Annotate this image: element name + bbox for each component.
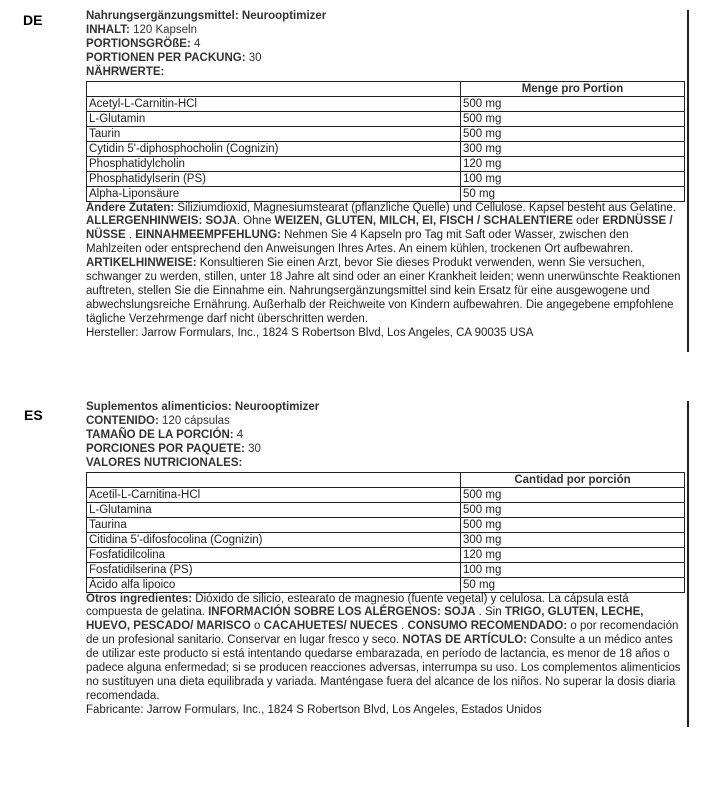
bold-segment: WEIZEN, GLUTEN, MILCH, EI, FISCH / SCHALENTIERE [274, 215, 573, 228]
header-value: Neurooptimizer [231, 401, 320, 413]
text-segment: o por recomendación de un profesional sanitario. Conservar en lugar fresco y seco. [86, 620, 679, 647]
product-label-es [86, 401, 689, 727]
ingredient-amount: 500 mg [461, 126, 685, 141]
text-segment: Konsultieren Sie einen Arzt, bevor Sie dieses Produkt verwenden, wenn Sie versuchen, schwanger zu werden, stillen, unter 18 Jahre alt sind oder an einer Krankheit leiden; wenn unerwünschte Reaktionen auftreten, stellen Sie die Einnahme ein. Nahrungsergänzungsmittel sind kein Ersatz für eine ausgewogene und abwechslungsreiche Ernährung. Außerhalb der Reichweite von Kindern aufbewahren. Die angegebene empfohlene tägliche Verzehrmenge darf nicht überschritten werden. [86, 257, 681, 325]
text-segment: o [250, 620, 264, 633]
bold-segment: Otros ingredientes: [86, 592, 193, 605]
ingredient-name: Phosphatidylserin (PS) [87, 171, 461, 186]
ingredient-amount: 120 mg [461, 156, 685, 171]
ingredient-amount: 500 mg [461, 487, 685, 502]
header-line [86, 10, 687, 24]
product-label-de [86, 10, 689, 352]
header-line [86, 66, 687, 80]
header-line [86, 38, 687, 52]
ingredient-amount: 50 mg [461, 577, 685, 592]
text-segment: Dióxido de silicio, estearato de magnesio (fuente vegetal) y celulosa. La cápsula está compuesta de gelatina. [86, 592, 629, 619]
text-segment: . [125, 229, 136, 242]
header-line [86, 443, 687, 457]
table-header-empty [87, 472, 461, 487]
ingredient-name: Alpha-Liponsäure [87, 186, 461, 201]
text-segment: Nehmen Sie 4 Kapseln pro Tag mit Saft oder Wasser, zwischen den Mahlzeiten oder entsprechend den Anweisungen Ihres Artes. An einem kühlen, trockenen Ort aufbewahren. [86, 229, 634, 256]
ingredient-amount: 120 mg [461, 547, 685, 562]
bold-segment: Andere Zutaten: [86, 201, 175, 214]
header-line [86, 24, 687, 38]
table-row [87, 532, 685, 547]
header-line [86, 401, 687, 415]
table-header-amount: Menge pro Portion [461, 81, 685, 96]
ingredient-name: Acetil-L-Carnitina-HCl [87, 487, 461, 502]
table-row [87, 562, 685, 577]
text-segment: . Ohne [236, 215, 275, 228]
bold-segment: EINNAHMEEMPFEHLUNG: [135, 229, 281, 242]
ingredient-amount: 500 mg [461, 96, 685, 111]
text-segment: oder [572, 215, 603, 228]
header-value: 30 [244, 442, 261, 455]
table-row [87, 156, 685, 171]
ingredient-name: L-Glutamin [87, 111, 461, 126]
table-row [87, 171, 685, 186]
text-segment: Consulte a un médico antes de utilizar este producto si está intentando quedarse embarazada, en período de lactancia, es menor de 18 años o padece alguna enfermedad; si se producen reacciones adversas, interrumpa su uso. Los complementos alimenticios no sustituyen una dieta equilibrada y variada. Manténgase fuera del alcance de los niños. No superar la dosis diaria recomendada. [86, 634, 681, 702]
table-row [87, 186, 685, 201]
bold-segment: NOTAS DE ARTÍCULO: [402, 634, 527, 647]
ingredient-amount: 500 mg [461, 111, 685, 126]
manufacturer-line: Hersteller: Jarrow Formulars, Inc., 1824 S Robertson Blvd, Los Angeles, CA 90035 USA [86, 326, 534, 339]
header-line [86, 415, 687, 429]
ingredient-name: Cytidin 5'-diphosphocholin (Cognizin) [87, 141, 461, 156]
header-label: PORTIONSGRÖßE: [86, 37, 191, 50]
header-label: NÄHRWERTE: [86, 65, 165, 78]
header-label: VALORES NUTRICIONALES: [86, 456, 243, 469]
table-row [87, 517, 685, 532]
ingredient-name: Fosfatidilserina (PS) [87, 562, 461, 577]
ingredient-name: Ácido alfa lipoico [87, 577, 461, 592]
ingredient-amount: 100 mg [461, 171, 685, 186]
header-value: 4 [190, 37, 201, 50]
table-header-row [87, 81, 685, 96]
bold-segment: ARTIKELHINWEISE: [86, 257, 197, 270]
table-row [87, 111, 685, 126]
header-label: Suplementos alimenticios: [86, 401, 232, 413]
header-label: Nahrungsergänzungsmittel: [86, 10, 239, 22]
header-label: CONTENIDO: [86, 414, 159, 427]
ingredient-amount: 50 mg [461, 186, 685, 201]
header-value: 120 Kapseln [129, 23, 198, 36]
description-text [86, 593, 687, 704]
header-line [86, 52, 687, 66]
language-label-es: ES [24, 407, 43, 423]
header-label: PORTIONEN PER PACKUNG: [86, 51, 246, 64]
ingredient-name: Taurin [87, 126, 461, 141]
header-value: Neurooptimizer [238, 10, 327, 22]
nutrition-table [86, 81, 685, 202]
ingredient-name: Taurina [87, 517, 461, 532]
table-row [87, 126, 685, 141]
description-text [86, 202, 687, 327]
text-segment: . Sin [475, 606, 505, 619]
table-header-amount: Cantidad por porción [461, 472, 685, 487]
bold-segment: CACAHUETES/ NUECES [263, 620, 398, 633]
ingredient-name: Acetyl-L-Carnitin-HCl [87, 96, 461, 111]
ingredient-amount: 300 mg [461, 141, 685, 156]
table-row [87, 547, 685, 562]
header-label: PORCIONES POR PAQUETE: [86, 442, 245, 455]
table-row [87, 96, 685, 111]
bold-segment: ALLERGENHINWEIS: SOJA [86, 215, 237, 228]
table-row [87, 487, 685, 502]
bold-segment: TRIGO, GLUTEN, LECHE, HUEVO, PESCADO/ MARISCO [86, 606, 644, 633]
bold-segment: CONSUMO RECOMENDADO: [407, 620, 568, 633]
ingredient-amount: 300 mg [461, 532, 685, 547]
language-label-de: DE [23, 12, 43, 28]
table-header-row [87, 472, 685, 487]
nutrition-table [86, 472, 685, 593]
text-segment: Siliziumdioxid, Magnesiumstearat (pflanzliche Quelle) und Cellulose. Kapsel besteht aus Gelatine. [174, 201, 676, 214]
table-row [87, 141, 685, 156]
table-row [87, 577, 685, 592]
bold-segment: ERDNÜSSE / NÜSSE [86, 215, 673, 242]
table-row [87, 502, 685, 517]
header-line [86, 457, 687, 471]
header-value: 120 cápsulas [158, 414, 230, 427]
ingredient-amount: 500 mg [461, 517, 685, 532]
header-value: 30 [245, 51, 262, 64]
ingredient-amount: 100 mg [461, 562, 685, 577]
header-line [86, 429, 687, 443]
ingredient-name: Phosphatidylcholin [87, 156, 461, 171]
manufacturer-line: Fabricante: Jarrow Formulars, Inc., 1824 S Robertson Blvd, Los Angeles, Estados Unidos [86, 703, 542, 716]
ingredient-name: Citidina 5'-difosfocolina (Cognizin) [87, 532, 461, 547]
text-segment: . [397, 620, 408, 633]
ingredient-name: Fosfatidilcolina [87, 547, 461, 562]
ingredient-amount: 500 mg [461, 502, 685, 517]
table-header-empty [87, 81, 461, 96]
bold-segment: INFORMACIÓN SOBRE LOS ALÉRGENOS: SOJA [208, 606, 476, 619]
ingredient-name: L-Glutamina [87, 502, 461, 517]
header-label: INHALT: [86, 23, 130, 36]
header-label: TAMAÑO DE LA PORCIÓN: [86, 428, 234, 441]
header-value: 4 [233, 428, 244, 441]
